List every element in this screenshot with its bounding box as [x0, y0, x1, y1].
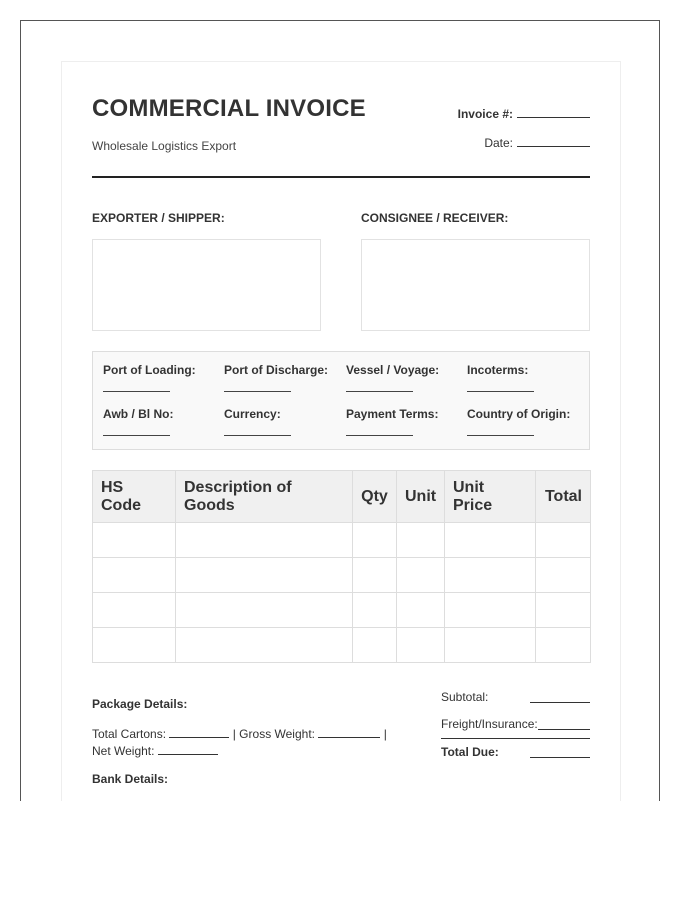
port-of-discharge-blank[interactable]: [224, 391, 291, 392]
bank-details-label: Bank Details:: [92, 772, 169, 786]
hs-code-header: HS Code: [93, 471, 176, 523]
gross-weight-blank[interactable]: [318, 726, 380, 738]
items-table: [92, 470, 591, 663]
date-field[interactable]: [484, 134, 590, 150]
table-cell[interactable]: [93, 593, 176, 628]
table-cell[interactable]: [445, 523, 536, 558]
total-due-label: Total Due:: [441, 745, 499, 759]
table-cell[interactable]: [445, 558, 536, 593]
port-of-loading-blank[interactable]: [103, 391, 170, 392]
country-of-origin-blank[interactable]: [467, 435, 534, 436]
table-cell[interactable]: [397, 628, 445, 663]
date-label: Date:: [484, 136, 513, 150]
table-cell[interactable]: [93, 628, 176, 663]
gross-weight-label: | Gross Weight:: [232, 727, 315, 741]
page-title: COMMERCIAL INVOICE: [92, 95, 366, 122]
awb-bl-blank[interactable]: [103, 435, 170, 436]
table-row: [93, 523, 591, 558]
net-weight-label: Net Weight:: [92, 744, 155, 758]
total-header: Total: [536, 471, 591, 523]
subtotal-label: Subtotal:: [441, 690, 489, 704]
total-cartons-label: Total Cartons:: [92, 727, 167, 741]
table-cell[interactable]: [445, 628, 536, 663]
table-cell[interactable]: [536, 558, 591, 593]
incoterms-label: Incoterms:: [467, 363, 529, 377]
total-cartons-blank[interactable]: [169, 726, 229, 738]
awb-bl-label: Awb / Bl No:: [103, 407, 174, 421]
table-cell[interactable]: [353, 628, 397, 663]
table-row: [93, 593, 591, 628]
freight-insurance-label: Freight/Insurance:: [441, 717, 538, 731]
separator: |: [383, 727, 387, 741]
table-cell[interactable]: [536, 593, 591, 628]
table-cell[interactable]: [397, 523, 445, 558]
vessel-voyage-label: Vessel / Voyage:: [346, 363, 440, 377]
subtotal-blank[interactable]: [530, 702, 590, 703]
vessel-voyage-blank[interactable]: [346, 391, 413, 392]
table-cell[interactable]: [397, 558, 445, 593]
invoice-number-label: Invoice #:: [457, 107, 513, 121]
invoice-number-field[interactable]: [458, 105, 590, 121]
currency-blank[interactable]: [224, 435, 291, 436]
table-cell[interactable]: [536, 523, 591, 558]
unit-header: Unit: [397, 471, 445, 523]
consignee-label: CONSIGNEE / RECEIVER:: [361, 211, 509, 225]
currency-label: Currency:: [224, 407, 281, 421]
package-details-text: [92, 726, 402, 760]
net-weight-blank[interactable]: [158, 743, 218, 755]
table-cell[interactable]: [176, 558, 353, 593]
payment-terms-blank[interactable]: [346, 435, 413, 436]
description-header: Description of Goods: [176, 471, 353, 523]
table-cell[interactable]: [93, 558, 176, 593]
consignee-box[interactable]: [361, 239, 590, 331]
incoterms-blank[interactable]: [467, 391, 534, 392]
package-details-label: Package Details:: [92, 697, 188, 711]
qty-header: Qty: [353, 471, 397, 523]
table-cell[interactable]: [445, 593, 536, 628]
table-cell[interactable]: [353, 558, 397, 593]
date-blank[interactable]: [517, 134, 590, 147]
exporter-box[interactable]: [92, 239, 321, 331]
exporter-label: EXPORTER / SHIPPER:: [92, 211, 225, 225]
table-cell[interactable]: [353, 523, 397, 558]
page-subtitle: Wholesale Logistics Export: [92, 139, 237, 153]
freight-insurance-blank[interactable]: [538, 729, 590, 730]
table-row: [93, 628, 591, 663]
invoice-number-blank[interactable]: [517, 105, 590, 118]
table-row: [93, 558, 591, 593]
table-cell[interactable]: [176, 523, 353, 558]
table-cell[interactable]: [176, 593, 353, 628]
table-cell[interactable]: [93, 523, 176, 558]
totals-divider: [441, 738, 590, 739]
port-of-loading-label: Port of Loading:: [103, 363, 196, 377]
table-cell[interactable]: [536, 628, 591, 663]
payment-terms-label: Payment Terms:: [346, 407, 439, 421]
total-due-blank[interactable]: [530, 757, 590, 758]
table-cell[interactable]: [397, 593, 445, 628]
port-of-discharge-label: Port of Discharge:: [224, 363, 329, 377]
unit-price-header: Unit Price: [445, 471, 536, 523]
table-cell[interactable]: [176, 628, 353, 663]
country-of-origin-label: Country of Origin:: [467, 407, 571, 421]
header-divider: [92, 176, 590, 178]
table-cell[interactable]: [353, 593, 397, 628]
table-header-row: [93, 471, 591, 523]
